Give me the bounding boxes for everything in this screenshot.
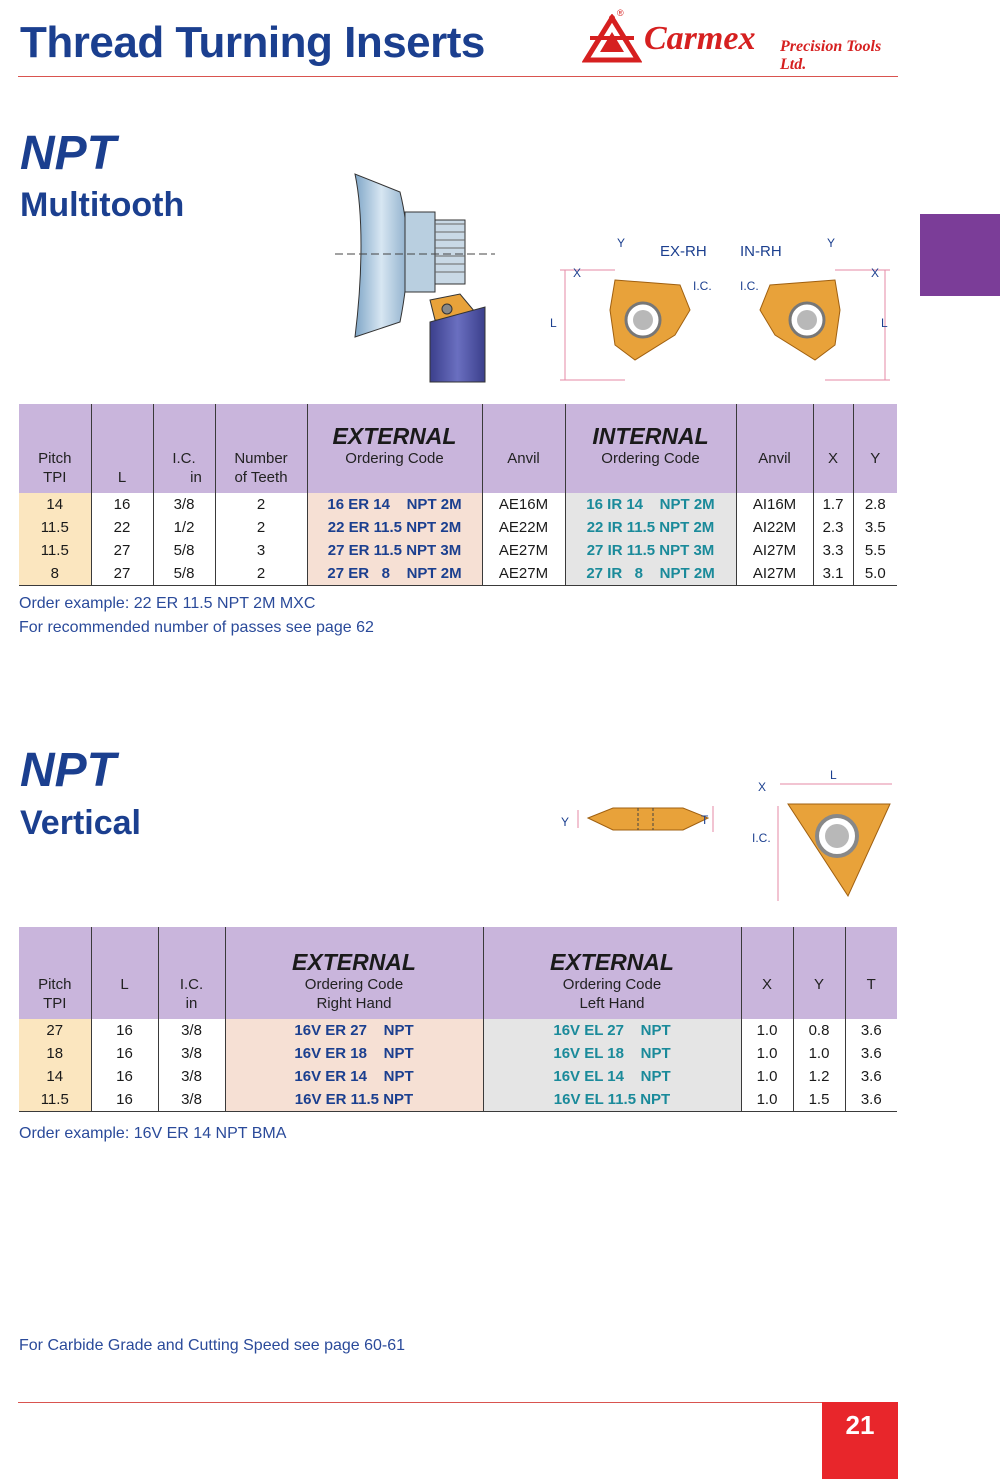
ic-label-left: I.C. [693, 279, 712, 293]
col-ic: I.C. in [153, 404, 215, 493]
brand-name: Carmex [644, 20, 756, 57]
col-y: Y [853, 404, 897, 493]
x-label-left: X [573, 266, 582, 280]
col-external-left: EXTERNAL Ordering Code Left Hand [483, 927, 741, 1019]
table-row: 14 16 3/8 16V ER 14 NPT 16V EL 14 NPT 1.0 1.2 3.6 [19, 1065, 897, 1088]
col-l: L [91, 404, 153, 493]
table-row: 14 16 3/8 2 16 ER 14 NPT 2M AE16M 16 IR 14 NPT 2M AI16M 1.7 2.8 [19, 493, 897, 516]
col-pitch: Pitch TPI [19, 927, 91, 1019]
col-int-anvil: Anvil [736, 404, 813, 493]
x-label: X [758, 780, 767, 794]
ex-rh-label: EX-RH [660, 243, 707, 260]
table-row: 11.5 27 5/8 3 27 ER 11.5 NPT 3M AE27M 27 IR 11.5 NPT 3M AI27M 3.3 5.5 [19, 539, 897, 562]
section1-heading: NPT [20, 127, 116, 180]
section-tab [920, 214, 1000, 296]
carmex-logo [582, 8, 902, 73]
order-example-1: Order example: 22 ER 11.5 NPT 2M MXC [19, 595, 316, 612]
vertical-side-view [558, 798, 723, 858]
l-label-left: L [550, 316, 557, 330]
page-title: Thread Turning Inserts [20, 18, 485, 67]
order-example-2: Order example: 16V ER 14 NPT BMA [19, 1125, 287, 1142]
ic-label: I.C. [752, 831, 771, 845]
l-label: L [830, 768, 837, 782]
col-t: T [845, 927, 897, 1019]
table-row: 11.5 22 1/2 2 22 ER 11.5 NPT 2M AE22M 22 IR 11.5 NPT 2M AI22M 2.3 3.5 [19, 516, 897, 539]
section2-heading: NPT [20, 744, 116, 797]
col-external: EXTERNAL Ordering Code [307, 404, 482, 493]
y-label-left: Y [617, 236, 626, 250]
table-row: 8 27 5/8 2 27 ER 8 NPT 2M AE27M 27 IR 8 NPT 2M AI27M 3.1 5.0 [19, 562, 897, 586]
carbide-grade-note: For Carbide Grade and Cutting Speed see page 60-61 [19, 1337, 406, 1354]
y-label-right: Y [827, 236, 836, 250]
col-x: X [813, 404, 853, 493]
col-l: L [91, 927, 158, 1019]
t-label: T [701, 813, 709, 827]
carmex-logo-icon [582, 14, 642, 64]
table-row: 27 16 3/8 16V ER 27 NPT 16V EL 27 NPT 1.0 0.8 3.6 [19, 1019, 897, 1042]
in-rh-label: IN-RH [740, 243, 782, 260]
table-row: 11.5 16 3/8 16V ER 11.5 NPT 16V EL 11.5 NPT 1.0 1.5 3.6 [19, 1088, 897, 1112]
table-row: 18 16 3/8 16V ER 18 NPT 16V EL 18 NPT 1.0 1.0 3.6 [19, 1042, 897, 1065]
vertical-table [19, 927, 897, 1112]
y-label: Y [561, 815, 570, 829]
col-y: Y [793, 927, 845, 1019]
page-number-box [822, 1402, 898, 1479]
ic-label-right: I.C. [740, 279, 759, 293]
header-rule [18, 76, 898, 77]
registered-mark: ® [617, 8, 624, 18]
col-teeth: Number of Teeth [215, 404, 307, 493]
col-internal: INTERNAL Ordering Code [565, 404, 736, 493]
col-external-right: EXTERNAL Ordering Code Right Hand [225, 927, 483, 1019]
section2-subheading: Vertical [20, 804, 141, 842]
multitooth-table [19, 404, 897, 586]
vertical-insert-diagram [750, 766, 900, 906]
col-ext-anvil: Anvil [482, 404, 565, 493]
page-number: 21 [845, 1410, 875, 1440]
footer-rule [18, 1402, 822, 1403]
toolholder-illustration [335, 172, 500, 387]
col-pitch: Pitch TPI [19, 404, 91, 493]
col-ic: I.C. in [158, 927, 225, 1019]
brand-tagline: Precision Tools Ltd. [780, 38, 882, 73]
section1-subheading: Multitooth [20, 186, 185, 224]
l-label-right: L [881, 316, 888, 330]
passes-note: For recommended number of passes see page 62 [19, 619, 374, 636]
multitooth-insert-diagram [545, 235, 905, 385]
x-label-right: X [871, 266, 880, 280]
col-x: X [741, 927, 793, 1019]
